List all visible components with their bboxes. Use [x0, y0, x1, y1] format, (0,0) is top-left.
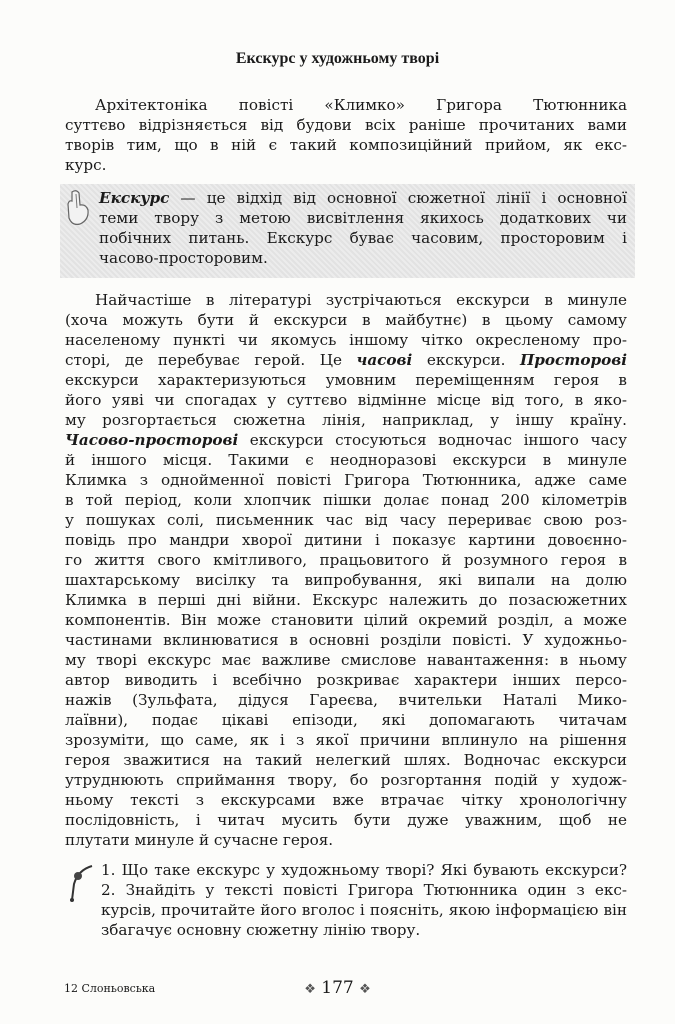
text-segment: 2. Знайдіть у тексті повісті Григора Тютюнника один з екс- [101, 881, 627, 899]
text-segment: 1. Що таке екскурс у художньому творі? Які бувають екскурси? [101, 861, 627, 879]
text-line [65, 830, 627, 850]
text-line [65, 410, 627, 430]
text-line [101, 920, 627, 940]
text-segment: шахтарському висілку та випробування, які випали на долю [65, 571, 627, 589]
text-line [65, 570, 627, 590]
main-paragraph [65, 290, 627, 850]
text-segment: курсів, прочитайте його вголос і поясніть, якою інформацією він [101, 901, 627, 919]
text-line [65, 430, 627, 450]
page-number [0, 978, 675, 998]
definition-text [99, 188, 627, 268]
text-segment: збагачує основну сюжетну лінію твору. [101, 921, 421, 939]
text-segment: му творі екскурс має важливе смислове навантаження: в ньому [65, 651, 627, 669]
print-signature: 12 Слоньовська [64, 982, 156, 995]
text-line [65, 370, 627, 390]
emphasized-term: Екскурс [99, 189, 170, 207]
text-line [65, 530, 627, 550]
text-line [65, 490, 627, 510]
text-segment: му розгортається сюжетна лінія, наприклад, у іншу країну. [65, 411, 627, 429]
ornament-icon: ❖ [304, 982, 316, 997]
text-line [65, 610, 627, 630]
text-line [99, 188, 627, 208]
text-segment: автор виводить і всебічно розкриває характери інших персо- [65, 671, 627, 689]
text-line [65, 135, 627, 155]
text-segment: зрозуміти, що саме, як і з якої причини вплинуло на рішення [65, 731, 627, 749]
text-segment: компонентів. Він може становити цілий окремий розділ, а може [65, 611, 627, 629]
text-line [65, 650, 627, 670]
text-segment: у пошуках солі, письменник час від часу перериває свою роз- [65, 511, 627, 529]
text-line [65, 390, 627, 410]
text-segment: творів тим, що в ній є такий композиційний прийом, як екс- [65, 136, 627, 154]
intro-paragraph [65, 95, 627, 175]
section-title: Екскурс у художньому творі [235, 50, 440, 67]
text-line [101, 900, 627, 920]
text-segment: побічних питань. Екскурс буває часовим, просторовим і [99, 229, 627, 247]
text-line [101, 860, 627, 880]
emphasized-term: Просторові [519, 351, 627, 369]
text-segment: теми твору з метою висвітлення якихось додаткових чи [99, 209, 627, 227]
text-segment: послідовність, і читач мусить бути дуже уважним, щоб не [65, 811, 627, 829]
text-segment: населеному пункті чи якомусь іншому чітко окресленому про- [65, 331, 627, 349]
text-segment: суттєво відрізняється від будови всіх раніше прочитаних вами [65, 116, 627, 134]
text-segment: сторі, де перебуває герой. Це [65, 351, 357, 369]
text-segment: героя зважитися на такий нелегкий шлях. Водночас екскурси [65, 751, 627, 769]
text-line [65, 290, 627, 310]
text-line [65, 790, 627, 810]
text-line [65, 510, 627, 530]
text-segment: ньому тексті з екскурсами вже втрачає чітку хронологічну [65, 791, 627, 809]
text-line [65, 115, 627, 135]
text-line [99, 208, 627, 228]
questions-list [101, 860, 627, 940]
text-line [65, 670, 627, 690]
text-line [65, 95, 627, 115]
pointing-hand-icon [64, 188, 94, 228]
text-segment: Найчастіше в літературі зустрічаються екскурси в минуле [95, 291, 627, 309]
text-line [65, 750, 627, 770]
text-segment: екскурси характеризуються умовним переміщенням героя в [65, 371, 627, 389]
ornament-icon: ❖ [359, 982, 371, 997]
text-segment: Архітектоніка повісті «Климко» Григора Тютюнника [95, 96, 627, 114]
text-line [65, 310, 627, 330]
emphasized-term: Часово-просторові [65, 431, 239, 449]
text-segment: повідь про мандри хворої дитини і показує картини довоєнно- [65, 531, 627, 549]
text-line [65, 710, 627, 730]
text-line [65, 550, 627, 570]
text-segment: часово-просторовим. [99, 249, 268, 267]
text-segment: частинами вклинюватися в основні розділи повісті. У художньо- [65, 631, 627, 649]
text-segment: екскурси. [412, 351, 520, 369]
text-line [65, 810, 627, 830]
text-segment: — це відхід від основної сюжетної лінії і основної [169, 189, 627, 207]
text-segment: Климка з однойменної повісті Григора Тютюнника, адже саме [65, 471, 627, 489]
text-line [99, 228, 627, 248]
text-segment: (хоча можуть бути й екскурси в майбутнє) в цьому самому [65, 311, 627, 329]
text-segment: й іншого місця. Такими є неодноразові екскурси в минуле [65, 451, 627, 469]
text-segment: утруднюють сприймання твору, бо розгортання подій у худож- [65, 771, 627, 789]
text-line [65, 690, 627, 710]
text-segment: плутати минуле й сучасне героя. [65, 831, 334, 849]
text-segment: Климка в перші дні війни. Екскурс належить до позасюжетних [65, 591, 627, 609]
text-line [65, 630, 627, 650]
page-number-value: 177 [321, 978, 354, 998]
text-segment: в той період, коли хлопчик пішки долає понад 200 кілометрів [65, 491, 627, 509]
text-segment: нажів (Зульфата, дідуся Гареєва, вчительки Наталі Мико- [65, 691, 627, 709]
text-line [65, 330, 627, 350]
text-line [99, 248, 627, 268]
text-segment: го життя свого кмітливого, працьовитого й розумного героя в [65, 551, 627, 569]
quill-pen-icon [64, 862, 98, 906]
text-segment: екскурси стосуються водночас іншого часу [238, 431, 627, 449]
text-line [65, 350, 627, 370]
text-segment: лаївни), подає цікаві епізоди, які допомагають читачам [65, 711, 627, 729]
text-segment: його уяві чи спогадах у суттєво відмінне місце від того, в яко- [65, 391, 627, 409]
text-line [65, 155, 627, 175]
text-line [65, 770, 627, 790]
text-segment: курс. [65, 156, 107, 174]
text-line [65, 470, 627, 490]
text-line [65, 730, 627, 750]
text-line [101, 880, 627, 900]
emphasized-term: часові [356, 351, 413, 369]
text-line [65, 450, 627, 470]
text-line [65, 590, 627, 610]
